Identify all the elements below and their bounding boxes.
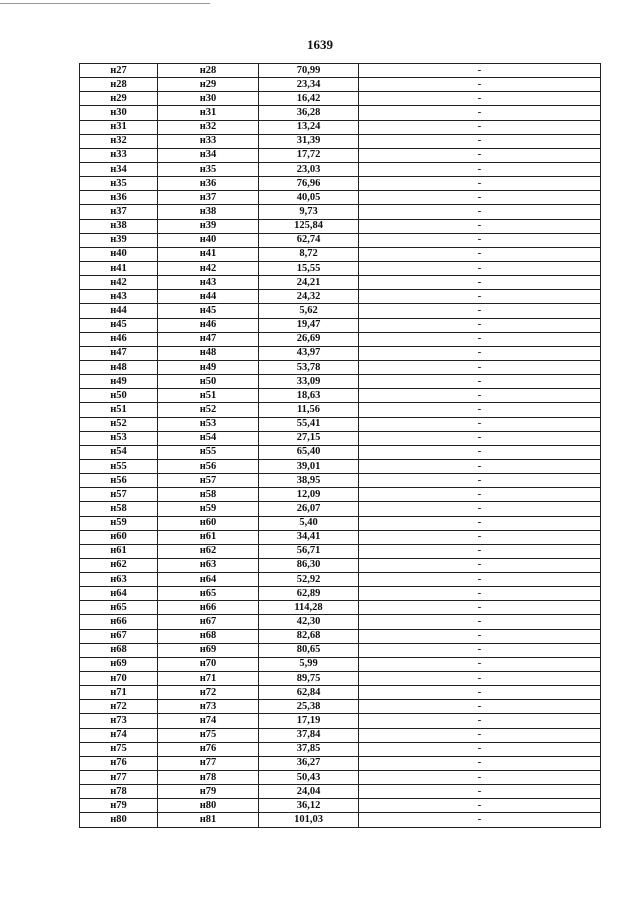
length-cell: 50,43 — [259, 771, 359, 785]
point-from-cell: н76 — [80, 756, 158, 770]
note-cell: - — [359, 601, 601, 615]
length-cell: 37,85 — [259, 742, 359, 756]
length-cell: 8,72 — [259, 247, 359, 261]
table-row — [80, 431, 601, 445]
point-to-cell: н59 — [158, 502, 259, 516]
note-cell: - — [359, 657, 601, 671]
note-cell: - — [359, 544, 601, 558]
length-cell: 24,32 — [259, 290, 359, 304]
note-cell: - — [359, 573, 601, 587]
note-cell: - — [359, 78, 601, 92]
note-cell: - — [359, 799, 601, 813]
note-cell: - — [359, 700, 601, 714]
table-row — [80, 276, 601, 290]
point-from-cell: н60 — [80, 530, 158, 544]
note-cell: - — [359, 686, 601, 700]
point-to-cell: н45 — [158, 304, 259, 318]
note-cell: - — [359, 205, 601, 219]
length-cell: 5,40 — [259, 516, 359, 530]
note-cell: - — [359, 276, 601, 290]
point-to-cell: н46 — [158, 318, 259, 332]
length-cell: 27,15 — [259, 431, 359, 445]
point-from-cell: н64 — [80, 587, 158, 601]
point-from-cell: н62 — [80, 558, 158, 572]
point-to-cell: н38 — [158, 205, 259, 219]
point-from-cell: н29 — [80, 92, 158, 106]
length-cell: 86,30 — [259, 558, 359, 572]
point-from-cell: н37 — [80, 205, 158, 219]
point-to-cell: н34 — [158, 148, 259, 162]
length-cell: 23,03 — [259, 162, 359, 176]
length-cell: 33,09 — [259, 375, 359, 389]
point-to-cell: н56 — [158, 459, 259, 473]
point-from-cell: н54 — [80, 445, 158, 459]
note-cell: - — [359, 120, 601, 134]
point-to-cell: н36 — [158, 177, 259, 191]
note-cell: - — [359, 756, 601, 770]
note-cell: - — [359, 615, 601, 629]
length-cell: 12,09 — [259, 488, 359, 502]
point-from-cell: н40 — [80, 247, 158, 261]
length-cell: 17,72 — [259, 148, 359, 162]
point-from-cell: н43 — [80, 290, 158, 304]
table-row — [80, 120, 601, 134]
note-cell: - — [359, 587, 601, 601]
length-cell: 70,99 — [259, 64, 359, 78]
table-row — [80, 233, 601, 247]
point-to-cell: н57 — [158, 474, 259, 488]
point-to-cell: н79 — [158, 785, 259, 799]
point-from-cell: н28 — [80, 78, 158, 92]
note-cell: - — [359, 219, 601, 233]
point-from-cell: н70 — [80, 672, 158, 686]
note-cell: - — [359, 332, 601, 346]
point-from-cell: н52 — [80, 417, 158, 431]
table-row — [80, 304, 601, 318]
table-row — [80, 657, 601, 671]
point-from-cell: н73 — [80, 714, 158, 728]
point-to-cell: н29 — [158, 78, 259, 92]
note-cell: - — [359, 431, 601, 445]
length-cell: 40,05 — [259, 191, 359, 205]
length-cell: 80,65 — [259, 643, 359, 657]
point-from-cell: н63 — [80, 573, 158, 587]
point-to-cell: н41 — [158, 247, 259, 261]
page-number: 1639 — [307, 37, 333, 52]
table-row — [80, 643, 601, 657]
point-from-cell: н31 — [80, 120, 158, 134]
table-row — [80, 672, 601, 686]
table-row — [80, 530, 601, 544]
note-cell: - — [359, 643, 601, 657]
table-row — [80, 318, 601, 332]
length-cell: 101,03 — [259, 813, 359, 827]
point-from-cell: н58 — [80, 502, 158, 516]
table-row — [80, 615, 601, 629]
length-cell: 26,69 — [259, 332, 359, 346]
length-cell: 37,84 — [259, 728, 359, 742]
point-to-cell: н67 — [158, 615, 259, 629]
point-from-cell: н38 — [80, 219, 158, 233]
point-from-cell: н75 — [80, 742, 158, 756]
note-cell: - — [359, 502, 601, 516]
note-cell: - — [359, 530, 601, 544]
table-row — [80, 474, 601, 488]
point-from-cell: н42 — [80, 276, 158, 290]
note-cell: - — [359, 417, 601, 431]
point-to-cell: н51 — [158, 389, 259, 403]
table-row — [80, 686, 601, 700]
note-cell: - — [359, 290, 601, 304]
length-cell: 62,89 — [259, 587, 359, 601]
length-cell: 76,96 — [259, 177, 359, 191]
point-from-cell: н46 — [80, 332, 158, 346]
point-from-cell: н79 — [80, 799, 158, 813]
length-cell: 24,21 — [259, 276, 359, 290]
length-cell: 62,74 — [259, 233, 359, 247]
point-from-cell: н53 — [80, 431, 158, 445]
point-from-cell: н78 — [80, 785, 158, 799]
table-row — [80, 191, 601, 205]
point-to-cell: н28 — [158, 64, 259, 78]
point-from-cell: н77 — [80, 771, 158, 785]
point-to-cell: н49 — [158, 360, 259, 374]
point-from-cell: н33 — [80, 148, 158, 162]
boundary-segments-table — [79, 63, 601, 828]
table-row — [80, 771, 601, 785]
point-from-cell: н49 — [80, 375, 158, 389]
table-row — [80, 219, 601, 233]
table-row — [80, 375, 601, 389]
table-row — [80, 106, 601, 120]
note-cell: - — [359, 474, 601, 488]
length-cell: 114,28 — [259, 601, 359, 615]
point-from-cell: н56 — [80, 474, 158, 488]
point-from-cell: н66 — [80, 615, 158, 629]
table-row — [80, 247, 601, 261]
length-cell: 43,97 — [259, 346, 359, 360]
point-to-cell: н30 — [158, 92, 259, 106]
point-from-cell: н65 — [80, 601, 158, 615]
length-cell: 36,27 — [259, 756, 359, 770]
point-to-cell: н61 — [158, 530, 259, 544]
point-to-cell: н81 — [158, 813, 259, 827]
point-to-cell: н69 — [158, 643, 259, 657]
length-cell: 82,68 — [259, 629, 359, 643]
note-cell: - — [359, 148, 601, 162]
table-body — [80, 64, 601, 828]
point-from-cell: н59 — [80, 516, 158, 530]
point-to-cell: н32 — [158, 120, 259, 134]
length-cell: 25,38 — [259, 700, 359, 714]
note-cell: - — [359, 92, 601, 106]
table-row — [80, 290, 601, 304]
table-row — [80, 360, 601, 374]
table-row — [80, 205, 601, 219]
length-cell: 11,56 — [259, 403, 359, 417]
point-to-cell: н50 — [158, 375, 259, 389]
table-row — [80, 728, 601, 742]
length-cell: 36,12 — [259, 799, 359, 813]
length-cell: 125,84 — [259, 219, 359, 233]
point-to-cell: н42 — [158, 261, 259, 275]
table-row — [80, 742, 601, 756]
point-to-cell: н72 — [158, 686, 259, 700]
note-cell: - — [359, 304, 601, 318]
point-to-cell: н75 — [158, 728, 259, 742]
point-from-cell: н68 — [80, 643, 158, 657]
note-cell: - — [359, 742, 601, 756]
note-cell: - — [359, 360, 601, 374]
table-row — [80, 813, 601, 827]
point-to-cell: н70 — [158, 657, 259, 671]
note-cell: - — [359, 516, 601, 530]
note-cell: - — [359, 672, 601, 686]
point-to-cell: н78 — [158, 771, 259, 785]
table-row — [80, 459, 601, 473]
table-row — [80, 629, 601, 643]
length-cell: 42,30 — [259, 615, 359, 629]
table-row — [80, 558, 601, 572]
point-to-cell: н35 — [158, 162, 259, 176]
point-to-cell: н68 — [158, 629, 259, 643]
table-row — [80, 177, 601, 191]
length-cell: 52,92 — [259, 573, 359, 587]
table-row — [80, 502, 601, 516]
note-cell: - — [359, 191, 601, 205]
length-cell: 5,99 — [259, 657, 359, 671]
point-from-cell: н30 — [80, 106, 158, 120]
table-row — [80, 261, 601, 275]
length-cell: 89,75 — [259, 672, 359, 686]
table-row — [80, 756, 601, 770]
note-cell: - — [359, 714, 601, 728]
point-from-cell: н27 — [80, 64, 158, 78]
length-cell: 18,63 — [259, 389, 359, 403]
table-row — [80, 64, 601, 78]
point-to-cell: н77 — [158, 756, 259, 770]
length-cell: 31,39 — [259, 134, 359, 148]
point-from-cell: н39 — [80, 233, 158, 247]
point-to-cell: н65 — [158, 587, 259, 601]
note-cell: - — [359, 403, 601, 417]
table-row — [80, 714, 601, 728]
table-row — [80, 78, 601, 92]
table-row — [80, 445, 601, 459]
note-cell: - — [359, 162, 601, 176]
point-from-cell: н45 — [80, 318, 158, 332]
length-cell: 62,84 — [259, 686, 359, 700]
point-from-cell: н51 — [80, 403, 158, 417]
length-cell: 36,28 — [259, 106, 359, 120]
length-cell: 23,34 — [259, 78, 359, 92]
note-cell: - — [359, 346, 601, 360]
point-from-cell: н48 — [80, 360, 158, 374]
point-to-cell: н54 — [158, 431, 259, 445]
note-cell: - — [359, 389, 601, 403]
note-cell: - — [359, 318, 601, 332]
table-row — [80, 587, 601, 601]
point-to-cell: н63 — [158, 558, 259, 572]
point-to-cell: н55 — [158, 445, 259, 459]
length-cell: 24,04 — [259, 785, 359, 799]
table-row — [80, 573, 601, 587]
table-row — [80, 346, 601, 360]
point-to-cell: н74 — [158, 714, 259, 728]
length-cell: 53,78 — [259, 360, 359, 374]
note-cell: - — [359, 445, 601, 459]
note-cell: - — [359, 728, 601, 742]
point-from-cell: н36 — [80, 191, 158, 205]
point-from-cell: н69 — [80, 657, 158, 671]
point-from-cell: н44 — [80, 304, 158, 318]
note-cell: - — [359, 375, 601, 389]
point-to-cell: н44 — [158, 290, 259, 304]
point-from-cell: н67 — [80, 629, 158, 643]
length-cell: 17,19 — [259, 714, 359, 728]
point-to-cell: н80 — [158, 799, 259, 813]
table-row — [80, 516, 601, 530]
table-row — [80, 700, 601, 714]
point-from-cell: н41 — [80, 261, 158, 275]
point-from-cell: н61 — [80, 544, 158, 558]
length-cell: 39,01 — [259, 459, 359, 473]
table-row — [80, 403, 601, 417]
note-cell: - — [359, 785, 601, 799]
note-cell: - — [359, 106, 601, 120]
point-from-cell: н47 — [80, 346, 158, 360]
length-cell: 56,71 — [259, 544, 359, 558]
point-to-cell: н58 — [158, 488, 259, 502]
point-from-cell: н35 — [80, 177, 158, 191]
table-row — [80, 92, 601, 106]
point-to-cell: н62 — [158, 544, 259, 558]
point-to-cell: н76 — [158, 742, 259, 756]
note-cell: - — [359, 261, 601, 275]
point-to-cell: н31 — [158, 106, 259, 120]
note-cell: - — [359, 134, 601, 148]
length-cell: 34,41 — [259, 530, 359, 544]
table-row — [80, 332, 601, 346]
point-from-cell: н34 — [80, 162, 158, 176]
point-to-cell: н47 — [158, 332, 259, 346]
point-to-cell: н39 — [158, 219, 259, 233]
length-cell: 26,07 — [259, 502, 359, 516]
point-from-cell: н55 — [80, 459, 158, 473]
length-cell: 38,95 — [259, 474, 359, 488]
point-to-cell: н73 — [158, 700, 259, 714]
point-to-cell: н66 — [158, 601, 259, 615]
point-from-cell: н71 — [80, 686, 158, 700]
point-to-cell: н52 — [158, 403, 259, 417]
table-row — [80, 799, 601, 813]
point-from-cell: н74 — [80, 728, 158, 742]
length-cell: 13,24 — [259, 120, 359, 134]
table-row — [80, 417, 601, 431]
length-cell: 9,73 — [259, 205, 359, 219]
note-cell: - — [359, 558, 601, 572]
length-cell: 15,55 — [259, 261, 359, 275]
note-cell: - — [359, 459, 601, 473]
point-to-cell: н60 — [158, 516, 259, 530]
table-row — [80, 162, 601, 176]
note-cell: - — [359, 629, 601, 643]
point-to-cell: н37 — [158, 191, 259, 205]
length-cell: 65,40 — [259, 445, 359, 459]
length-cell: 16,42 — [259, 92, 359, 106]
point-to-cell: н64 — [158, 573, 259, 587]
note-cell: - — [359, 771, 601, 785]
length-cell: 19,47 — [259, 318, 359, 332]
point-to-cell: н48 — [158, 346, 259, 360]
note-cell: - — [359, 177, 601, 191]
table-row — [80, 785, 601, 799]
note-cell: - — [359, 813, 601, 827]
note-cell: - — [359, 247, 601, 261]
point-to-cell: н33 — [158, 134, 259, 148]
length-cell: 55,41 — [259, 417, 359, 431]
length-cell: 5,62 — [259, 304, 359, 318]
table-row — [80, 488, 601, 502]
table-row — [80, 544, 601, 558]
point-to-cell: н43 — [158, 276, 259, 290]
point-from-cell: н50 — [80, 389, 158, 403]
table-row — [80, 601, 601, 615]
point-to-cell: н53 — [158, 417, 259, 431]
table-row — [80, 389, 601, 403]
point-to-cell: н71 — [158, 672, 259, 686]
note-cell: - — [359, 64, 601, 78]
point-to-cell: н40 — [158, 233, 259, 247]
table-row — [80, 148, 601, 162]
point-from-cell: н80 — [80, 813, 158, 827]
table-row — [80, 134, 601, 148]
point-from-cell: н57 — [80, 488, 158, 502]
note-cell: - — [359, 488, 601, 502]
point-from-cell: н72 — [80, 700, 158, 714]
note-cell: - — [359, 233, 601, 247]
top-rule — [0, 3, 210, 4]
point-from-cell: н32 — [80, 134, 158, 148]
